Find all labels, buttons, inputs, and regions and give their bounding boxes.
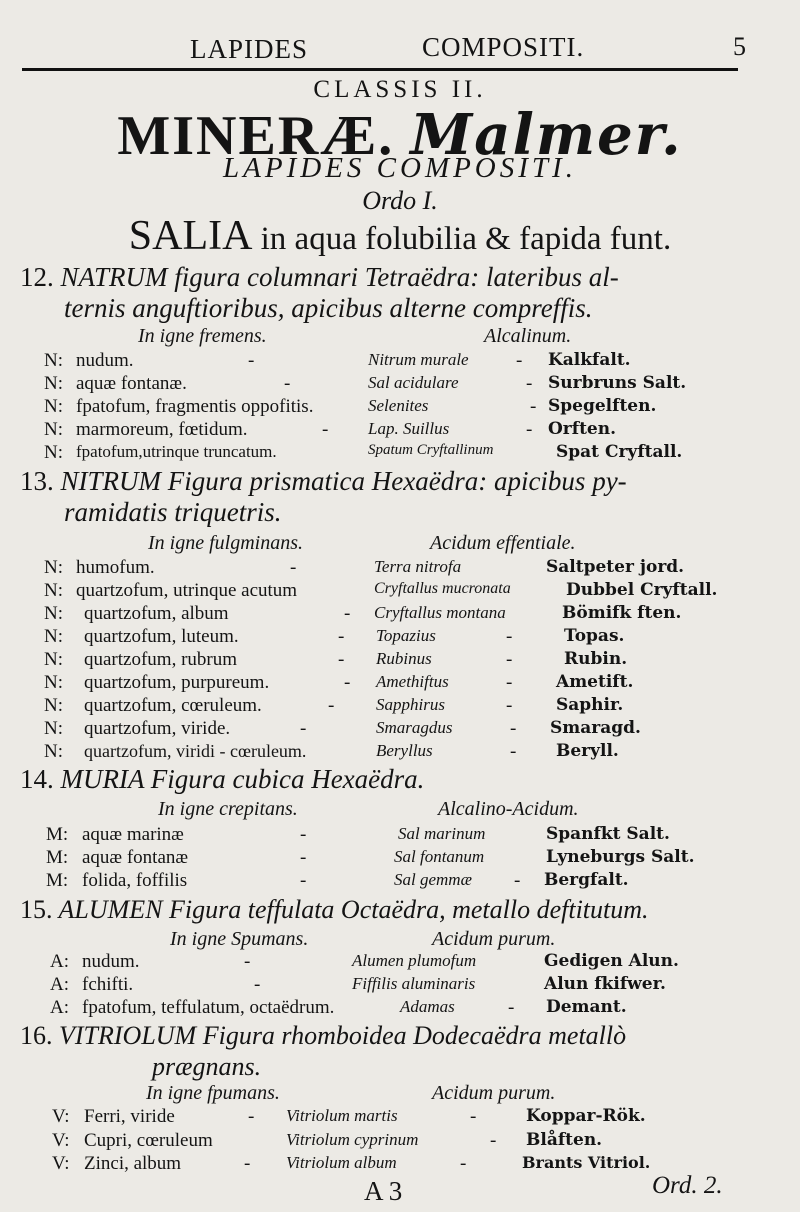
row-sep: -: [530, 396, 537, 417]
row-prefix: N:: [44, 626, 63, 647]
row-desc: aquæ marinæ: [82, 824, 184, 845]
row-sep: -: [506, 649, 513, 670]
row-sep: -: [300, 718, 307, 739]
table-row: [0, 870, 800, 893]
row-latin: Sal gemmæ: [394, 870, 472, 889]
row-prefix: V:: [52, 1106, 70, 1127]
row-latin: Cryftallus mucronata: [374, 580, 511, 597]
row-desc: quartzofum, viride.: [84, 718, 231, 739]
section-14-heading: [20, 764, 740, 795]
row-prefix: N:: [44, 649, 63, 670]
section-16-sub-right: Acidum purum.: [432, 1082, 556, 1104]
section-number: 13.: [20, 466, 54, 496]
row-swedish: Brants Vitriol.: [522, 1153, 651, 1172]
table-row: [0, 580, 800, 603]
row-prefix: A:: [50, 997, 69, 1018]
row-prefix: N:: [44, 350, 63, 371]
header-center: COMPOSITI.: [422, 32, 585, 62]
row-swedish: Topas.: [564, 626, 625, 646]
row-swedish: Alun fkifwer.: [544, 974, 666, 994]
section-number: 15.: [20, 895, 53, 924]
table-row: [0, 373, 800, 396]
table-row: [0, 1130, 800, 1153]
row-sep: -: [516, 350, 523, 371]
row-desc: fpatofum,utrinque truncatum.: [76, 442, 277, 461]
row-latin: Spatum Cryftallinum: [368, 442, 494, 458]
row-prefix: N:: [44, 603, 63, 624]
salia-rest: in aqua folubilia & fapida funt.: [260, 221, 672, 257]
catchword: Ord. 2.: [652, 1172, 723, 1199]
row-swedish: Saltpeter jord.: [546, 557, 685, 577]
running-header: [22, 28, 746, 71]
row-prefix: M:: [46, 870, 69, 891]
row-latin: Sal fontanum: [394, 847, 485, 866]
table-row: [0, 603, 800, 626]
table-row: [0, 649, 800, 672]
row-prefix: N:: [44, 718, 63, 739]
row-swedish: Beryll.: [556, 741, 619, 761]
header-left: LAPIDES: [190, 34, 309, 64]
signature-mark: A 3: [364, 1176, 403, 1206]
table-row: [0, 626, 800, 649]
row-sep: -: [508, 997, 515, 1018]
row-prefix: M:: [46, 847, 69, 868]
row-swedish: Bergfalt.: [544, 870, 629, 890]
row-sep: -: [470, 1106, 477, 1127]
row-sep: -: [284, 373, 291, 394]
title-fraktur: Malmer.: [410, 102, 683, 168]
row-latin: Rubinus: [376, 649, 432, 668]
subtitle: LAPIDES COMPOSITI.: [223, 152, 577, 184]
table-row: [0, 974, 800, 997]
section-14-sub-left: In igne crepitans.: [158, 798, 298, 820]
row-sep: -: [490, 1130, 497, 1151]
section-13-sub-right: Acidum effentiale.: [430, 532, 576, 554]
row-sep: -: [244, 1153, 251, 1174]
table-row: [0, 442, 800, 465]
row-desc: quartzofum, album: [84, 603, 229, 624]
row-sep: -: [510, 718, 517, 739]
section-12-heading: [20, 262, 740, 324]
row-swedish: Dubbel Cryftall.: [566, 580, 718, 600]
row-latin: Topazius: [376, 626, 436, 645]
table-row: [0, 1106, 800, 1129]
section-line1: NITRUM Figura prismatica Hexaëdra: apicibus py-: [60, 466, 627, 496]
row-sep: -: [338, 626, 345, 647]
row-prefix: N:: [44, 580, 63, 601]
row-latin: Alumen plumofum: [352, 951, 477, 970]
table-row: [0, 741, 800, 764]
row-prefix: N:: [44, 396, 63, 417]
row-sep: -: [300, 847, 307, 868]
row-desc: quartzofum, utrinque acutum: [76, 580, 298, 601]
row-latin: Lap. Suillus: [368, 419, 450, 438]
section-number: 14.: [20, 764, 54, 794]
title-latin: MINERÆ.: [117, 105, 395, 167]
row-desc: quartzofum, rubrum: [84, 649, 238, 670]
row-sep: -: [300, 870, 307, 891]
row-sep: -: [514, 870, 521, 891]
section-line1: ALUMEN Figura teffulata Octaëdra, metallo deftitutum.: [58, 895, 649, 924]
section-13-heading: [20, 466, 740, 528]
row-desc: Cupri, cœruleum: [84, 1130, 213, 1151]
section-15-heading: [20, 894, 740, 925]
row-latin: Terra nitrofa: [374, 557, 462, 576]
row-desc: aquæ fontanæ.: [76, 373, 187, 394]
row-swedish: Koppar-Rök.: [526, 1106, 646, 1126]
section-number: 12.: [20, 262, 54, 292]
row-sep: -: [290, 557, 297, 578]
row-sep: -: [322, 419, 329, 440]
row-latin: Cryftallus montana: [374, 603, 506, 622]
row-latin: Adamas: [400, 997, 455, 1016]
section-12-sub-right: Alcalinum.: [484, 325, 572, 347]
row-swedish: Lyneburgs Salt.: [546, 847, 695, 867]
section-line2: ternis anguftioribus, apicibus alterne compreffis.: [64, 293, 593, 323]
row-desc: aquæ fontanæ: [82, 847, 189, 868]
row-sep: -: [344, 603, 351, 624]
row-sep: -: [254, 974, 261, 995]
row-latin: Vitriolum album: [286, 1153, 397, 1172]
section-16-heading: [20, 1020, 740, 1082]
table-row: [0, 847, 800, 870]
row-swedish: Bömifk ften.: [562, 603, 682, 623]
row-sep: -: [460, 1153, 467, 1174]
table-row: [0, 557, 800, 580]
row-prefix: N:: [44, 557, 63, 578]
ordo-heading: Ordo I.: [362, 186, 438, 215]
row-desc: Ferri, viride: [84, 1106, 175, 1127]
section-line1: MURIA Figura cubica Hexaëdra.: [60, 764, 425, 794]
row-swedish: Gedigen Alun.: [544, 951, 679, 971]
row-desc: nudum.: [76, 350, 134, 371]
row-prefix: A:: [50, 951, 69, 972]
row-desc: marmoreum, fœtidum.: [76, 419, 248, 440]
section-13-sub-left: In igne fulgminans.: [148, 532, 303, 554]
row-sep: -: [506, 695, 513, 716]
row-desc: fpatofum, teffulatum, octaëdrum.: [82, 997, 335, 1018]
row-latin: Amethiftus: [376, 672, 449, 691]
row-prefix: N:: [44, 672, 63, 693]
row-desc: folida, foffilis: [82, 870, 188, 891]
row-prefix: V:: [52, 1130, 70, 1151]
row-latin: Fiffilis aluminaris: [352, 974, 476, 993]
salia-heading: [0, 212, 800, 260]
row-prefix: N:: [44, 695, 63, 716]
row-latin: Sapphirus: [376, 695, 445, 714]
section-12-sub-left: In igne fremens.: [138, 325, 267, 347]
table-row: [0, 718, 800, 741]
table-row: [0, 350, 800, 373]
page-number: 5: [733, 32, 746, 61]
classis-heading: CLASSIS II.: [313, 76, 487, 103]
row-desc: fpatofum, fragmentis oppofitis.: [76, 396, 314, 417]
row-swedish: Rubin.: [564, 649, 628, 669]
section-number: 16.: [20, 1021, 53, 1050]
table-row: [0, 951, 800, 974]
row-prefix: A:: [50, 974, 69, 995]
salia-word: SALIA: [128, 213, 251, 259]
row-latin: Nitrum murale: [368, 350, 469, 369]
row-prefix: M:: [46, 824, 69, 845]
table-row: [0, 419, 800, 442]
row-sep: -: [506, 672, 513, 693]
row-latin: Vitriolum cyprinum: [286, 1130, 419, 1149]
row-sep: -: [248, 350, 255, 371]
row-latin: Sal acidulare: [368, 373, 459, 392]
row-prefix: N:: [44, 741, 63, 762]
row-swedish: Surbruns Salt.: [548, 373, 687, 393]
row-desc: Zinci, album: [84, 1153, 182, 1174]
table-row: [0, 997, 800, 1020]
row-swedish: Spat Cryftall.: [556, 442, 683, 462]
row-latin: Selenites: [368, 396, 429, 415]
row-swedish: Smaragd.: [550, 718, 641, 738]
row-sep: -: [526, 373, 533, 394]
row-swedish: Demant.: [546, 997, 627, 1017]
row-sep: -: [328, 695, 335, 716]
row-latin: Vitriolum martis: [286, 1106, 398, 1125]
row-sep: -: [506, 626, 513, 647]
row-sep: -: [244, 951, 251, 972]
row-desc: nudum.: [82, 951, 140, 972]
row-desc: quartzofum, viridi - cœruleum.: [84, 741, 307, 761]
section-line2: ramidatis triquetris.: [64, 497, 282, 527]
section-16-sub-left: In igne fpumans.: [146, 1082, 280, 1104]
section-14-sub-right: Alcalino-Acidum.: [438, 798, 579, 820]
row-sep: -: [344, 672, 351, 693]
row-prefix: N:: [44, 419, 63, 440]
row-desc: humofum.: [76, 557, 155, 578]
row-desc: quartzofum, cœruleum.: [84, 695, 262, 716]
row-sep: -: [510, 741, 517, 762]
row-swedish: Spegelften.: [548, 396, 657, 416]
row-desc: quartzofum, luteum.: [84, 626, 239, 647]
section-15-sub-right: Acidum purum.: [432, 928, 556, 950]
row-sep: -: [526, 419, 533, 440]
row-prefix: V:: [52, 1153, 70, 1174]
row-swedish: Spanfkt Salt.: [546, 824, 670, 844]
row-sep: -: [248, 1106, 255, 1127]
row-sep: -: [300, 824, 307, 845]
row-desc: fchifti.: [82, 974, 134, 995]
row-latin: Sal marinum: [398, 824, 486, 843]
row-swedish: Kalkfalt.: [548, 350, 631, 370]
table-row: [0, 824, 800, 847]
row-swedish: Orften.: [548, 419, 617, 439]
section-line2: prægnans.: [152, 1052, 262, 1081]
table-row: [0, 672, 800, 695]
row-prefix: N:: [44, 442, 63, 463]
row-swedish: Ametift.: [556, 672, 634, 692]
table-row: [0, 396, 800, 419]
row-desc: quartzofum, purpureum.: [84, 672, 270, 693]
section-line1: VITRIOLUM Figura rhomboidea Dodecaëdra metallò: [59, 1021, 627, 1050]
row-latin: Beryllus: [376, 741, 433, 760]
table-row: [0, 695, 800, 718]
row-swedish: Blåften.: [526, 1130, 603, 1150]
row-sep: -: [338, 649, 345, 670]
row-prefix: N:: [44, 373, 63, 394]
section-line1: NATRUM figura columnari Tetraëdra: lateribus al-: [60, 262, 619, 292]
section-15-sub-left: In igne Spumans.: [170, 928, 309, 950]
row-latin: Smaragdus: [376, 718, 453, 737]
row-swedish: Saphir.: [556, 695, 624, 715]
